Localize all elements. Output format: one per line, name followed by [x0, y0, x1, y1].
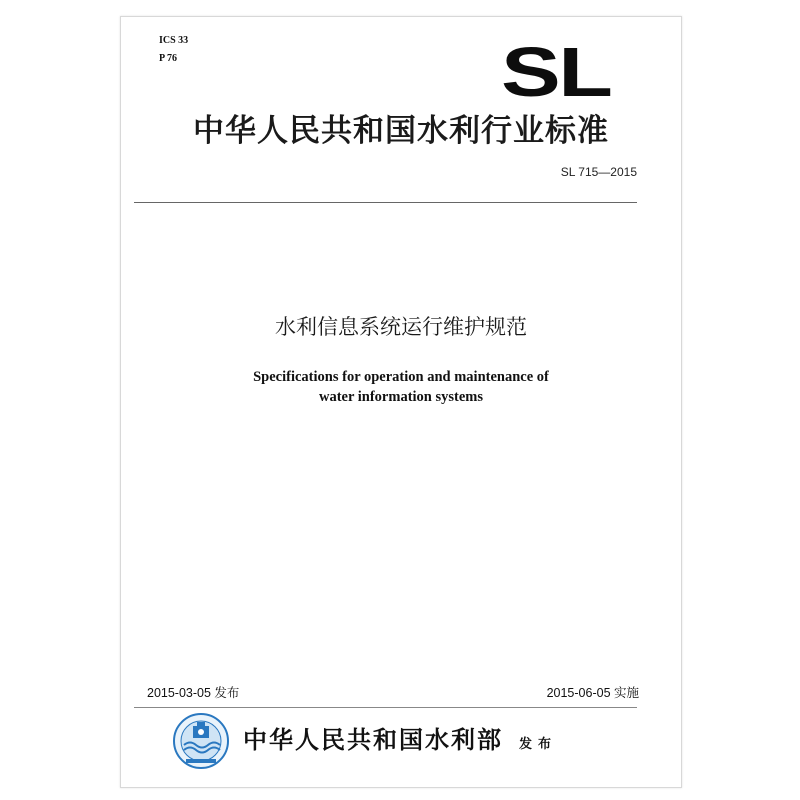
- top-divider: [134, 202, 637, 203]
- sl-logo: SL: [501, 33, 611, 111]
- bottom-divider: [134, 707, 637, 708]
- english-title-line-1: Specifications for operation and maintenance of: [253, 369, 549, 385]
- implementation-date: 2015-06-05 实施: [546, 686, 639, 700]
- ccs-code: P 76: [159, 53, 178, 64]
- issue-date: 2015-03-05 发布: [147, 686, 240, 700]
- document-title-chinese: 水利信息系统运行维护规范: [275, 315, 527, 339]
- ics-code: ICS 33: [159, 35, 189, 46]
- standard-cover: [120, 16, 682, 788]
- document-title-english: [121, 367, 681, 407]
- issuing-authority: 中华人民共和国水利部: [243, 726, 503, 754]
- classification-codes: [159, 32, 188, 68]
- standard-code: SL 715—2015: [560, 165, 637, 179]
- ministry-emblem-icon: [171, 711, 231, 771]
- standard-type-title: 中华人民共和国水利行业标准: [193, 113, 609, 149]
- issue-label: 发布: [519, 737, 558, 752]
- english-title-line-2: water information systems: [318, 389, 484, 405]
